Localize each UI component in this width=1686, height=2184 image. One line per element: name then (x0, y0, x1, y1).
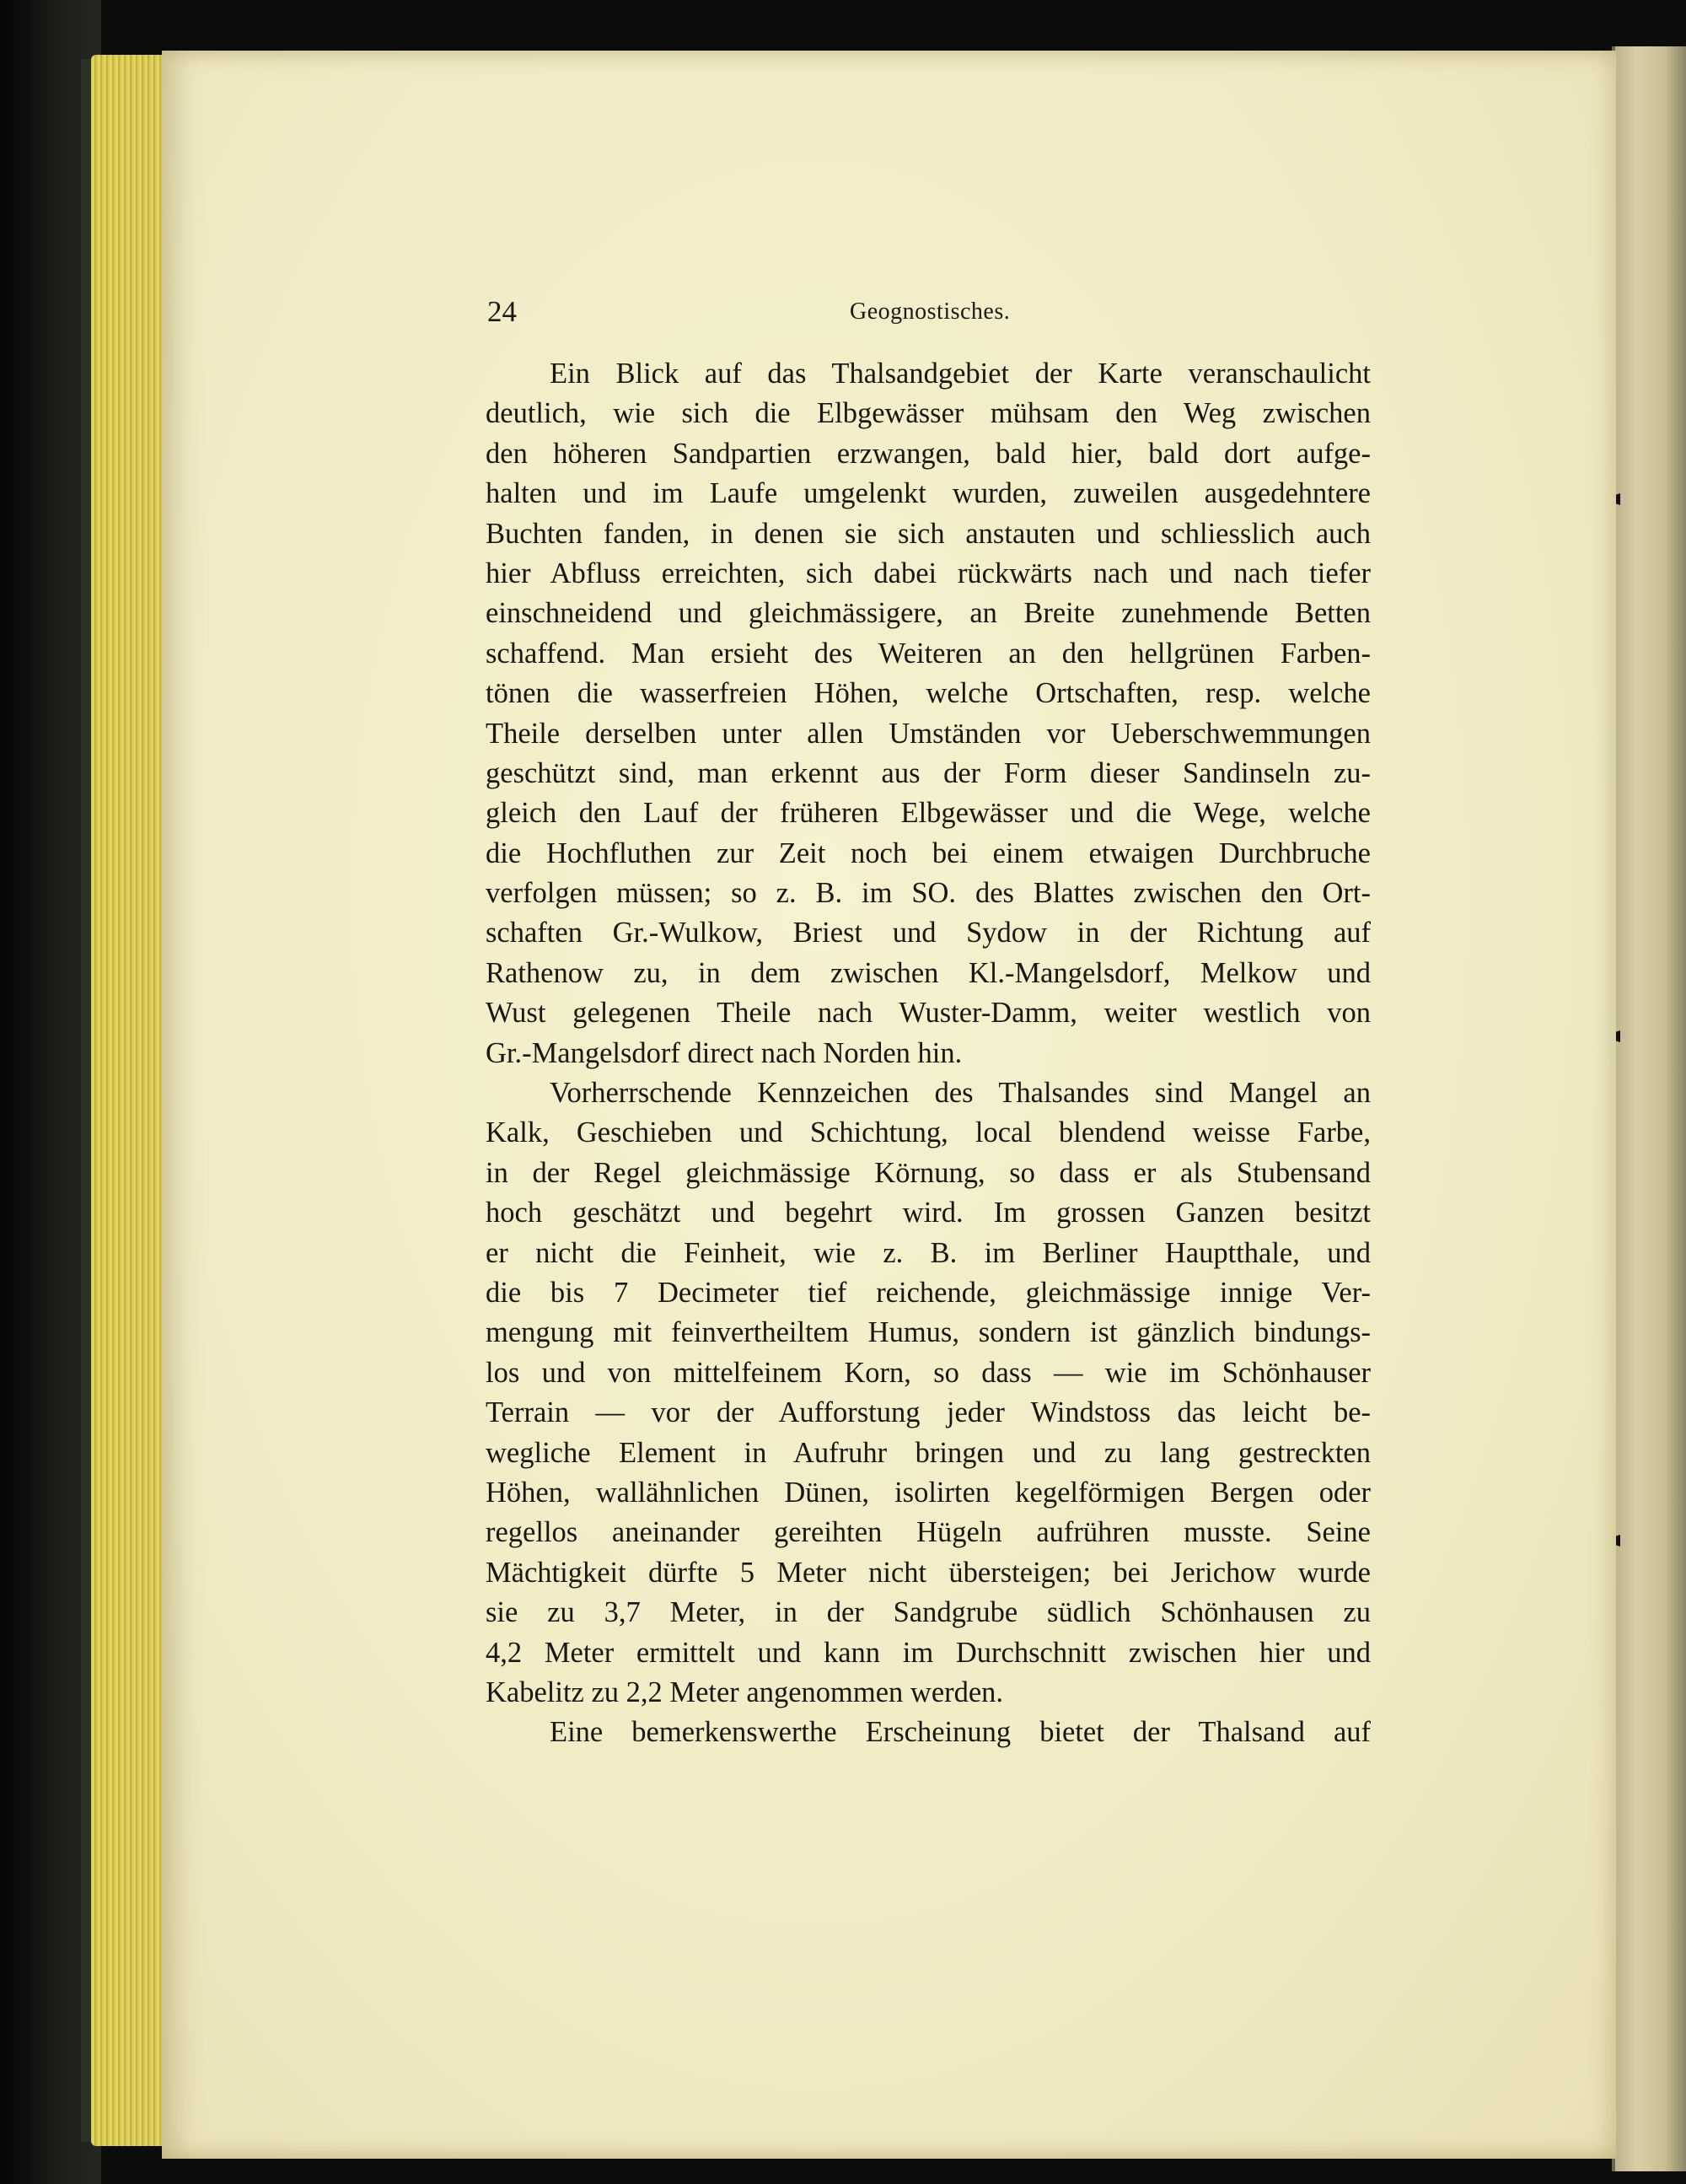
text-line: Höhen, wallähnlichen Dünen, isolirten kegelförmigen Bergen oder (486, 1476, 1371, 1509)
text-line: in der Regel gleichmässige Körnung, so dass er als Stubensand (486, 1156, 1371, 1189)
facing-page-edge (1612, 46, 1686, 2171)
text-line: mengung mit feinvertheiltem Humus, sondern ist gänzlich bindungs- (486, 1316, 1371, 1349)
text-line: Terrain — vor der Aufforstung jeder Windstoss das leicht be- (486, 1396, 1371, 1429)
page-number: 24 (487, 295, 517, 328)
text-line: Theile derselben unter allen Umständen vor Ueberschwemmungen (486, 717, 1371, 750)
running-title: Geognostisches. (850, 299, 1011, 325)
text-line: 4,2 Meter ermittelt und kann im Durchschnitt zwischen hier und (486, 1636, 1371, 1669)
text-line: schaffend. Man ersieht des Weiteren an den hellgrünen Farben- (486, 637, 1371, 670)
text-line: Ein Blick auf das Thalsandgebiet der Karte veranschaulicht (550, 358, 1371, 390)
text-line: Gr.-Mangelsdorf direct nach Norden hin. (486, 1036, 963, 1069)
body-text (486, 354, 1371, 1753)
text-line: gleich den Lauf der früheren Elbgewässer und die Wege, welche (486, 797, 1371, 830)
text-line: schaften Gr.-Wulkow, Briest und Sydow in der Richtung auf (486, 917, 1371, 949)
text-line: geschützt sind, man erkennt aus der Form dieser Sandinseln zu- (486, 756, 1371, 789)
text-line: Rathenow zu, in dem zwischen Kl.-Mangelsdorf, Melkow und (486, 956, 1371, 989)
text-line: die Hochfluthen zur Zeit noch bei einem etwaigen Durchbruche (486, 836, 1371, 869)
text-line: die bis 7 Decimeter tief reichende, gleichmässige innige Ver- (486, 1276, 1371, 1309)
text-line: er nicht die Feinheit, wie z. B. im Berliner Hauptthale, und (486, 1236, 1371, 1269)
text-line: Vorherrschende Kennzeichen des Thalsandes sind Mangel an (550, 1077, 1371, 1110)
text-line: los und von mittelfeinem Korn, so dass — wie im Schönhauser (486, 1356, 1371, 1389)
text-line: sie zu 3,7 Meter, in der Sandgrube südlich Schönhausen zu (486, 1596, 1371, 1629)
text-line: wegliche Element in Aufruhr bringen und zu lang gestreckten (486, 1436, 1371, 1469)
text-line: deutlich, wie sich die Elbgewässer mühsam den Weg zwischen (486, 397, 1371, 430)
text-line: einschneidend und gleichmässigere, an Breite zunehmende Betten (486, 597, 1371, 630)
text-line: Eine bemerkenswerthe Erscheinung bietet der Thalsand auf (550, 1716, 1371, 1749)
text-line: regellos aneinander gereihten Hügeln aufrühren musste. Seine (486, 1516, 1371, 1549)
text-line: halten und im Laufe umgelenkt wurden, zuweilen ausgedehntere (486, 477, 1371, 510)
text-line: Wust gelegenen Theile nach Wuster-Damm, weiter westlich von (486, 997, 1371, 1030)
text-line: Kabelitz zu 2,2 Meter angenommen werden. (486, 1676, 1004, 1708)
text-line: Mächtigkeit dürfte 5 Meter nicht übersteigen; bei Jerichow wurde (486, 1556, 1371, 1589)
text-line: tönen die wasserfreien Höhen, welche Ortschaften, resp. welche (486, 677, 1371, 710)
text-line: hier Abfluss erreichten, sich dabei rückwärts nach und nach tiefer (486, 557, 1371, 589)
gilt-page-edges (91, 55, 171, 2146)
text-line: verfolgen müssen; so z. B. im SO. des Blattes zwischen den Ort- (486, 877, 1371, 910)
text-line: Buchten fanden, in denen sie sich anstauten und schliesslich auch (486, 517, 1371, 550)
text-line: den höheren Sandpartien erzwangen, bald hier, bald dort aufge- (486, 437, 1371, 470)
text-line: hoch geschätzt und begehrt wird. Im grossen Ganzen besitzt (486, 1197, 1371, 1229)
text-line: Kalk, Geschieben und Schichtung, local blendend weisse Farbe, (486, 1116, 1371, 1149)
